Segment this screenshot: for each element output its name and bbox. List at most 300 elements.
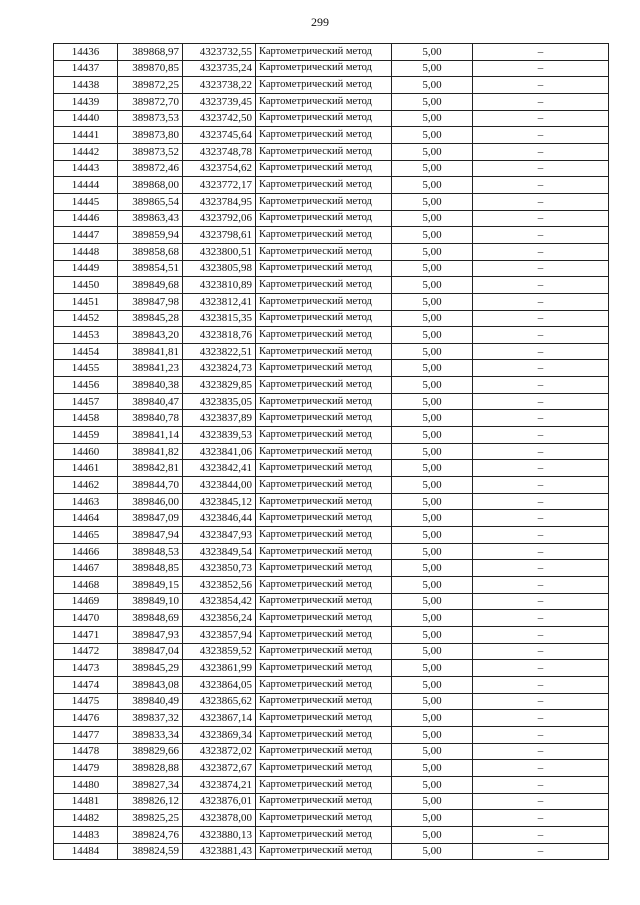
- method-cell: Картометрический метод: [256, 510, 392, 527]
- accuracy-cell: 5,00: [392, 60, 473, 77]
- y-coordinate-cell: 4323742,50: [183, 110, 256, 127]
- y-coordinate-cell: 4323739,45: [183, 93, 256, 110]
- point-number-cell: 14457: [54, 393, 118, 410]
- table-row: [54, 493, 609, 510]
- y-coordinate-cell: 4323839,53: [183, 427, 256, 444]
- point-number-cell: 14473: [54, 660, 118, 677]
- point-number-cell: 14462: [54, 477, 118, 494]
- table-row: [54, 560, 609, 577]
- y-coordinate-cell: 4323876,01: [183, 793, 256, 810]
- point-number-cell: 14463: [54, 493, 118, 510]
- y-coordinate-cell: 4323818,76: [183, 327, 256, 344]
- note-cell: –: [473, 227, 609, 244]
- x-coordinate-cell: 389848,53: [118, 543, 183, 560]
- method-cell: Картометрический метод: [256, 676, 392, 693]
- accuracy-cell: 5,00: [392, 443, 473, 460]
- method-cell: Картометрический метод: [256, 693, 392, 710]
- accuracy-cell: 5,00: [392, 410, 473, 427]
- point-number-cell: 14468: [54, 577, 118, 594]
- point-number-cell: 14472: [54, 643, 118, 660]
- point-number-cell: 14455: [54, 360, 118, 377]
- accuracy-cell: 5,00: [392, 343, 473, 360]
- point-number-cell: 14476: [54, 710, 118, 727]
- y-coordinate-cell: 4323869,34: [183, 726, 256, 743]
- table-row: [54, 377, 609, 394]
- accuracy-cell: 5,00: [392, 593, 473, 610]
- table-row: [54, 127, 609, 144]
- note-cell: –: [473, 743, 609, 760]
- table-row: [54, 310, 609, 327]
- note-cell: –: [473, 510, 609, 527]
- point-number-cell: 14445: [54, 193, 118, 210]
- method-cell: Картометрический метод: [256, 44, 392, 61]
- x-coordinate-cell: 389841,23: [118, 360, 183, 377]
- y-coordinate-cell: 4323841,06: [183, 443, 256, 460]
- method-cell: Картометрический метод: [256, 826, 392, 843]
- table-row: [54, 710, 609, 727]
- method-cell: Картометрический метод: [256, 577, 392, 594]
- note-cell: –: [473, 660, 609, 677]
- note-cell: –: [473, 443, 609, 460]
- table-row: [54, 543, 609, 560]
- note-cell: –: [473, 577, 609, 594]
- note-cell: –: [473, 543, 609, 560]
- x-coordinate-cell: 389854,51: [118, 260, 183, 277]
- note-cell: –: [473, 477, 609, 494]
- y-coordinate-cell: 4323754,62: [183, 160, 256, 177]
- table-row: [54, 577, 609, 594]
- note-cell: –: [473, 310, 609, 327]
- point-number-cell: 14469: [54, 593, 118, 610]
- y-coordinate-cell: 4323798,61: [183, 227, 256, 244]
- point-number-cell: 14449: [54, 260, 118, 277]
- x-coordinate-cell: 389868,00: [118, 177, 183, 194]
- method-cell: Картометрический метод: [256, 327, 392, 344]
- point-number-cell: 14442: [54, 143, 118, 160]
- y-coordinate-cell: 4323872,02: [183, 743, 256, 760]
- accuracy-cell: 5,00: [392, 227, 473, 244]
- point-number-cell: 14438: [54, 77, 118, 94]
- accuracy-cell: 5,00: [392, 177, 473, 194]
- x-coordinate-cell: 389849,15: [118, 577, 183, 594]
- point-number-cell: 14444: [54, 177, 118, 194]
- x-coordinate-cell: 389843,20: [118, 327, 183, 344]
- accuracy-cell: 5,00: [392, 626, 473, 643]
- accuracy-cell: 5,00: [392, 560, 473, 577]
- x-coordinate-cell: 389865,54: [118, 193, 183, 210]
- note-cell: –: [473, 643, 609, 660]
- y-coordinate-cell: 4323849,54: [183, 543, 256, 560]
- x-coordinate-cell: 389828,88: [118, 760, 183, 777]
- point-number-cell: 14441: [54, 127, 118, 144]
- accuracy-cell: 5,00: [392, 260, 473, 277]
- note-cell: –: [473, 393, 609, 410]
- x-coordinate-cell: 389859,94: [118, 227, 183, 244]
- table-row: [54, 676, 609, 693]
- y-coordinate-cell: 4323812,41: [183, 293, 256, 310]
- point-number-cell: 14447: [54, 227, 118, 244]
- accuracy-cell: 5,00: [392, 760, 473, 777]
- note-cell: –: [473, 710, 609, 727]
- y-coordinate-cell: 4323865,62: [183, 693, 256, 710]
- page-number: 299: [311, 15, 329, 29]
- y-coordinate-cell: 4323792,06: [183, 210, 256, 227]
- table-row: [54, 743, 609, 760]
- x-coordinate-cell: 389868,97: [118, 44, 183, 61]
- accuracy-cell: 5,00: [392, 77, 473, 94]
- table-row: [54, 510, 609, 527]
- table-row: [54, 277, 609, 294]
- method-cell: Картометрический метод: [256, 393, 392, 410]
- y-coordinate-cell: 4323772,17: [183, 177, 256, 194]
- method-cell: Картометрический метод: [256, 293, 392, 310]
- method-cell: Картометрический метод: [256, 377, 392, 394]
- accuracy-cell: 5,00: [392, 143, 473, 160]
- y-coordinate-cell: 4323822,51: [183, 343, 256, 360]
- method-cell: Картометрический метод: [256, 493, 392, 510]
- point-number-cell: 14452: [54, 310, 118, 327]
- accuracy-cell: 5,00: [392, 93, 473, 110]
- note-cell: –: [473, 460, 609, 477]
- accuracy-cell: 5,00: [392, 610, 473, 627]
- table-row: [54, 293, 609, 310]
- x-coordinate-cell: 389840,49: [118, 693, 183, 710]
- note-cell: –: [473, 110, 609, 127]
- method-cell: Картометрический метод: [256, 626, 392, 643]
- method-cell: Картометрический метод: [256, 477, 392, 494]
- x-coordinate-cell: 389863,43: [118, 210, 183, 227]
- x-coordinate-cell: 389842,81: [118, 460, 183, 477]
- table-row: [54, 343, 609, 360]
- x-coordinate-cell: 389847,09: [118, 510, 183, 527]
- note-cell: –: [473, 160, 609, 177]
- note-cell: –: [473, 427, 609, 444]
- y-coordinate-cell: 4323824,73: [183, 360, 256, 377]
- note-cell: –: [473, 527, 609, 544]
- point-number-cell: 14479: [54, 760, 118, 777]
- table-row: [54, 360, 609, 377]
- note-cell: –: [473, 193, 609, 210]
- note-cell: –: [473, 327, 609, 344]
- x-coordinate-cell: 389847,98: [118, 293, 183, 310]
- x-coordinate-cell: 389826,12: [118, 793, 183, 810]
- y-coordinate-cell: 4323856,24: [183, 610, 256, 627]
- note-cell: –: [473, 410, 609, 427]
- accuracy-cell: 5,00: [392, 377, 473, 394]
- table-row: [54, 227, 609, 244]
- y-coordinate-cell: 4323850,73: [183, 560, 256, 577]
- table-row: [54, 327, 609, 344]
- note-cell: –: [473, 793, 609, 810]
- method-cell: Картометрический метод: [256, 527, 392, 544]
- y-coordinate-cell: 4323805,98: [183, 260, 256, 277]
- table-row: [54, 826, 609, 843]
- y-coordinate-cell: 4323738,22: [183, 77, 256, 94]
- method-cell: Картометрический метод: [256, 360, 392, 377]
- method-cell: Картометрический метод: [256, 310, 392, 327]
- method-cell: Картометрический метод: [256, 760, 392, 777]
- table-row: [54, 93, 609, 110]
- point-number-cell: 14450: [54, 277, 118, 294]
- x-coordinate-cell: 389829,66: [118, 743, 183, 760]
- accuracy-cell: 5,00: [392, 44, 473, 61]
- table-row: [54, 527, 609, 544]
- table-row: [54, 477, 609, 494]
- method-cell: Картометрический метод: [256, 443, 392, 460]
- x-coordinate-cell: 389841,14: [118, 427, 183, 444]
- method-cell: Картометрический метод: [256, 427, 392, 444]
- coordinates-table: [53, 43, 609, 860]
- method-cell: Картометрический метод: [256, 143, 392, 160]
- accuracy-cell: 5,00: [392, 127, 473, 144]
- x-coordinate-cell: 389841,81: [118, 343, 183, 360]
- accuracy-cell: 5,00: [392, 510, 473, 527]
- x-coordinate-cell: 389870,85: [118, 60, 183, 77]
- method-cell: Картометрический метод: [256, 277, 392, 294]
- note-cell: –: [473, 343, 609, 360]
- y-coordinate-cell: 4323859,52: [183, 643, 256, 660]
- x-coordinate-cell: 389825,25: [118, 810, 183, 827]
- x-coordinate-cell: 389840,47: [118, 393, 183, 410]
- note-cell: –: [473, 143, 609, 160]
- y-coordinate-cell: 4323810,89: [183, 277, 256, 294]
- method-cell: Картометрический метод: [256, 93, 392, 110]
- method-cell: Картометрический метод: [256, 77, 392, 94]
- x-coordinate-cell: 389841,82: [118, 443, 183, 460]
- method-cell: Картометрический метод: [256, 227, 392, 244]
- accuracy-cell: 5,00: [392, 210, 473, 227]
- accuracy-cell: 5,00: [392, 393, 473, 410]
- point-number-cell: 14454: [54, 343, 118, 360]
- note-cell: –: [473, 610, 609, 627]
- x-coordinate-cell: 389847,04: [118, 643, 183, 660]
- table-row: [54, 210, 609, 227]
- table-row: [54, 410, 609, 427]
- note-cell: –: [473, 676, 609, 693]
- x-coordinate-cell: 389846,00: [118, 493, 183, 510]
- x-coordinate-cell: 389824,76: [118, 826, 183, 843]
- y-coordinate-cell: 4323846,44: [183, 510, 256, 527]
- note-cell: –: [473, 93, 609, 110]
- note-cell: –: [473, 810, 609, 827]
- table-row: [54, 110, 609, 127]
- table-row: [54, 776, 609, 793]
- method-cell: Картометрический метод: [256, 60, 392, 77]
- y-coordinate-cell: 4323748,78: [183, 143, 256, 160]
- point-number-cell: 14461: [54, 460, 118, 477]
- note-cell: –: [473, 260, 609, 277]
- table-row: [54, 610, 609, 627]
- table-row: [54, 44, 609, 61]
- y-coordinate-cell: 4323815,35: [183, 310, 256, 327]
- x-coordinate-cell: 389847,94: [118, 527, 183, 544]
- accuracy-cell: 5,00: [392, 293, 473, 310]
- accuracy-cell: 5,00: [392, 543, 473, 560]
- table-row: [54, 810, 609, 827]
- method-cell: Картометрический метод: [256, 793, 392, 810]
- x-coordinate-cell: 389847,93: [118, 626, 183, 643]
- point-number-cell: 14478: [54, 743, 118, 760]
- note-cell: –: [473, 843, 609, 860]
- point-number-cell: 14451: [54, 293, 118, 310]
- method-cell: Картометрический метод: [256, 560, 392, 577]
- y-coordinate-cell: 4323878,00: [183, 810, 256, 827]
- table-row: [54, 726, 609, 743]
- accuracy-cell: 5,00: [392, 310, 473, 327]
- method-cell: Картометрический метод: [256, 460, 392, 477]
- x-coordinate-cell: 389848,69: [118, 610, 183, 627]
- point-number-cell: 14477: [54, 726, 118, 743]
- table-row: [54, 793, 609, 810]
- accuracy-cell: 5,00: [392, 160, 473, 177]
- method-cell: Картометрический метод: [256, 593, 392, 610]
- accuracy-cell: 5,00: [392, 793, 473, 810]
- method-cell: Картометрический метод: [256, 776, 392, 793]
- note-cell: –: [473, 377, 609, 394]
- accuracy-cell: 5,00: [392, 327, 473, 344]
- point-number-cell: 14481: [54, 793, 118, 810]
- method-cell: Картометрический метод: [256, 743, 392, 760]
- y-coordinate-cell: 4323845,12: [183, 493, 256, 510]
- accuracy-cell: 5,00: [392, 660, 473, 677]
- x-coordinate-cell: 389872,46: [118, 160, 183, 177]
- table-body: [54, 44, 609, 860]
- accuracy-cell: 5,00: [392, 810, 473, 827]
- y-coordinate-cell: 4323872,67: [183, 760, 256, 777]
- y-coordinate-cell: 4323842,41: [183, 460, 256, 477]
- table-row: [54, 243, 609, 260]
- table-row: [54, 193, 609, 210]
- y-coordinate-cell: 4323861,99: [183, 660, 256, 677]
- point-number-cell: 14453: [54, 327, 118, 344]
- y-coordinate-cell: 4323844,00: [183, 477, 256, 494]
- method-cell: Картометрический метод: [256, 160, 392, 177]
- method-cell: Картометрический метод: [256, 343, 392, 360]
- point-number-cell: 14458: [54, 410, 118, 427]
- table-row: [54, 460, 609, 477]
- accuracy-cell: 5,00: [392, 843, 473, 860]
- y-coordinate-cell: 4323837,89: [183, 410, 256, 427]
- y-coordinate-cell: 4323784,95: [183, 193, 256, 210]
- table-row: [54, 177, 609, 194]
- x-coordinate-cell: 389849,68: [118, 277, 183, 294]
- x-coordinate-cell: 389844,70: [118, 477, 183, 494]
- point-number-cell: 14480: [54, 776, 118, 793]
- point-number-cell: 14446: [54, 210, 118, 227]
- accuracy-cell: 5,00: [392, 477, 473, 494]
- accuracy-cell: 5,00: [392, 693, 473, 710]
- method-cell: Картометрический метод: [256, 610, 392, 627]
- note-cell: –: [473, 360, 609, 377]
- note-cell: –: [473, 77, 609, 94]
- method-cell: Картометрический метод: [256, 193, 392, 210]
- accuracy-cell: 5,00: [392, 743, 473, 760]
- accuracy-cell: 5,00: [392, 243, 473, 260]
- method-cell: Картометрический метод: [256, 660, 392, 677]
- table-row: [54, 843, 609, 860]
- table-row: [54, 626, 609, 643]
- note-cell: –: [473, 626, 609, 643]
- y-coordinate-cell: 4323745,64: [183, 127, 256, 144]
- x-coordinate-cell: 389824,59: [118, 843, 183, 860]
- accuracy-cell: 5,00: [392, 643, 473, 660]
- y-coordinate-cell: 4323829,85: [183, 377, 256, 394]
- y-coordinate-cell: 4323854,42: [183, 593, 256, 610]
- method-cell: Картометрический метод: [256, 243, 392, 260]
- accuracy-cell: 5,00: [392, 776, 473, 793]
- x-coordinate-cell: 389845,28: [118, 310, 183, 327]
- point-number-cell: 14437: [54, 60, 118, 77]
- table-row: [54, 660, 609, 677]
- accuracy-cell: 5,00: [392, 460, 473, 477]
- y-coordinate-cell: 4323881,43: [183, 843, 256, 860]
- note-cell: –: [473, 826, 609, 843]
- table-row: [54, 760, 609, 777]
- x-coordinate-cell: 389845,29: [118, 660, 183, 677]
- accuracy-cell: 5,00: [392, 527, 473, 544]
- accuracy-cell: 5,00: [392, 726, 473, 743]
- point-number-cell: 14436: [54, 44, 118, 61]
- point-number-cell: 14467: [54, 560, 118, 577]
- table-row: [54, 593, 609, 610]
- y-coordinate-cell: 4323800,51: [183, 243, 256, 260]
- x-coordinate-cell: 389833,34: [118, 726, 183, 743]
- y-coordinate-cell: 4323864,05: [183, 676, 256, 693]
- method-cell: Картометрический метод: [256, 643, 392, 660]
- y-coordinate-cell: 4323735,24: [183, 60, 256, 77]
- method-cell: Картометрический метод: [256, 177, 392, 194]
- point-number-cell: 14459: [54, 427, 118, 444]
- x-coordinate-cell: 389843,08: [118, 676, 183, 693]
- x-coordinate-cell: 389872,25: [118, 77, 183, 94]
- y-coordinate-cell: 4323880,13: [183, 826, 256, 843]
- method-cell: Картометрический метод: [256, 210, 392, 227]
- table-row: [54, 160, 609, 177]
- note-cell: –: [473, 60, 609, 77]
- note-cell: –: [473, 210, 609, 227]
- point-number-cell: 14471: [54, 626, 118, 643]
- x-coordinate-cell: 389858,68: [118, 243, 183, 260]
- table-row: [54, 393, 609, 410]
- method-cell: Картометрический метод: [256, 110, 392, 127]
- accuracy-cell: 5,00: [392, 577, 473, 594]
- x-coordinate-cell: 389840,78: [118, 410, 183, 427]
- point-number-cell: 14464: [54, 510, 118, 527]
- table-row: [54, 60, 609, 77]
- y-coordinate-cell: 4323852,56: [183, 577, 256, 594]
- point-number-cell: 14443: [54, 160, 118, 177]
- x-coordinate-cell: 389840,38: [118, 377, 183, 394]
- point-number-cell: 14470: [54, 610, 118, 627]
- x-coordinate-cell: 389873,80: [118, 127, 183, 144]
- point-number-cell: 14466: [54, 543, 118, 560]
- accuracy-cell: 5,00: [392, 826, 473, 843]
- note-cell: –: [473, 177, 609, 194]
- x-coordinate-cell: 389848,85: [118, 560, 183, 577]
- accuracy-cell: 5,00: [392, 493, 473, 510]
- accuracy-cell: 5,00: [392, 193, 473, 210]
- y-coordinate-cell: 4323867,14: [183, 710, 256, 727]
- x-coordinate-cell: 389873,53: [118, 110, 183, 127]
- table-row: [54, 427, 609, 444]
- y-coordinate-cell: 4323835,05: [183, 393, 256, 410]
- point-number-cell: 14474: [54, 676, 118, 693]
- table-row: [54, 643, 609, 660]
- note-cell: –: [473, 493, 609, 510]
- y-coordinate-cell: 4323874,21: [183, 776, 256, 793]
- y-coordinate-cell: 4323857,94: [183, 626, 256, 643]
- point-number-cell: 14482: [54, 810, 118, 827]
